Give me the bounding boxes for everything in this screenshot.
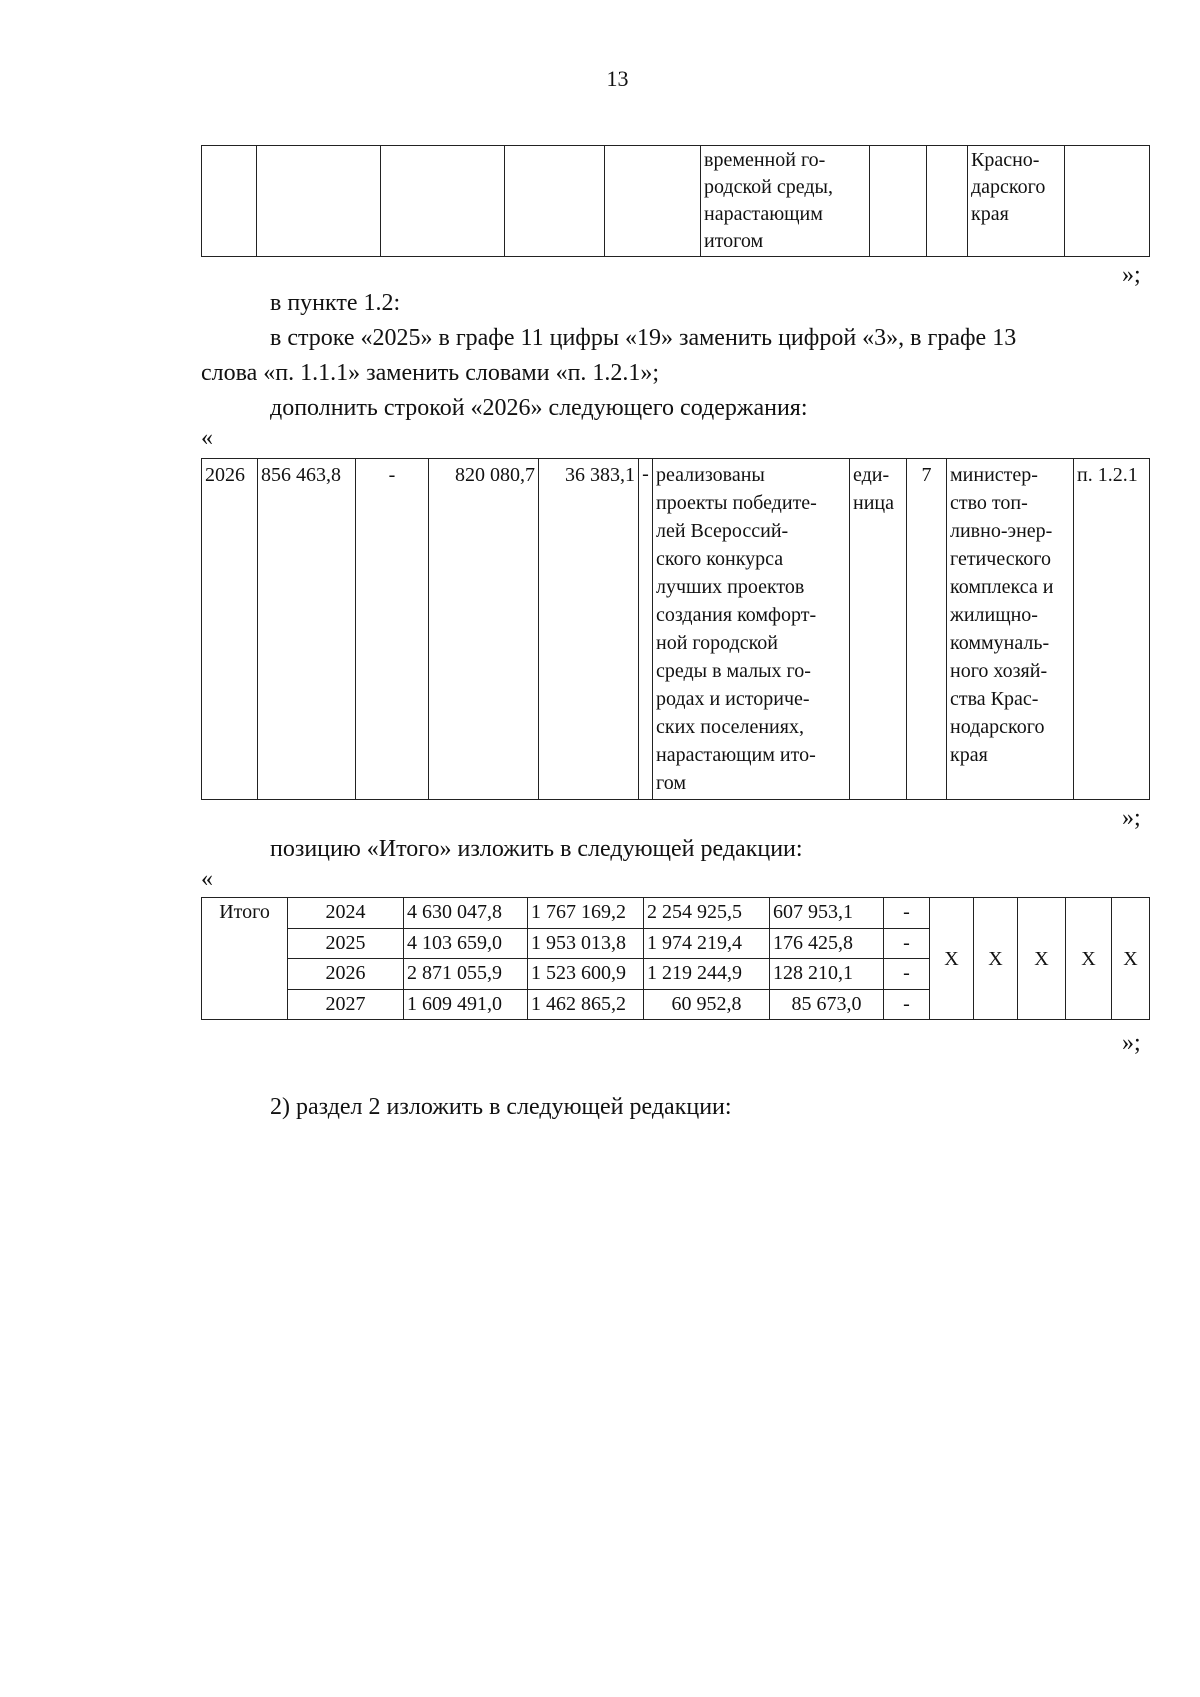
table-cell: временной го- родской среды, нарастающим итогом bbox=[701, 146, 870, 257]
table-row-2026 bbox=[201, 458, 1150, 800]
paragraph: слова «п. 1.1.1» заменить словами «п. 1.2.1»; bbox=[201, 360, 660, 386]
table-cell: 60 952,8 bbox=[644, 989, 770, 1020]
table-cell: министер- ство топ- ливно-энер- гетического комплекса и жилищно- коммуналь- ного хозяй- ства Крас- нодарского края bbox=[947, 459, 1074, 800]
paragraph: в строке «2025» в графе 11 цифры «19» заменить цифрой «3», в графе 13 bbox=[270, 325, 1017, 351]
table-cell: 1 767 169,2 bbox=[528, 898, 644, 929]
table-cell bbox=[257, 146, 381, 257]
table-cell: 2027 bbox=[288, 989, 404, 1020]
table-cell: 2026 bbox=[288, 959, 404, 990]
table-cell bbox=[202, 146, 257, 257]
table-cell: п. 1.2.1 bbox=[1074, 459, 1150, 800]
table-cell: 2 871 055,9 bbox=[404, 959, 528, 990]
x-cell: X bbox=[1112, 898, 1150, 1020]
table-cell: 36 383,1 bbox=[539, 459, 639, 800]
table-cell bbox=[381, 146, 505, 257]
table-cell: 1 219 244,9 bbox=[644, 959, 770, 990]
table-cell: 2026 bbox=[202, 459, 258, 800]
page-number: 13 bbox=[606, 66, 629, 91]
table-cell: 2024 bbox=[288, 898, 404, 929]
table-row bbox=[202, 459, 1150, 800]
total-label: Итого bbox=[202, 898, 288, 1020]
paragraph: 2) раздел 2 изложить в следующей редакции: bbox=[270, 1094, 732, 1120]
table-cell bbox=[505, 146, 605, 257]
opening-quote: « bbox=[201, 866, 213, 892]
table-cell: - bbox=[884, 928, 930, 959]
table-cell: 607 953,1 bbox=[770, 898, 884, 929]
table-cell bbox=[1065, 146, 1150, 257]
table-cell: - bbox=[356, 459, 429, 800]
table-cell: 1 974 219,4 bbox=[644, 928, 770, 959]
table-cell: 820 080,7 bbox=[429, 459, 539, 800]
table-total bbox=[201, 897, 1150, 1020]
x-cell: X bbox=[1066, 898, 1112, 1020]
table-row bbox=[202, 146, 1150, 257]
table-cell: 4 103 659,0 bbox=[404, 928, 528, 959]
table-cell: - bbox=[884, 898, 930, 929]
closing-quote: »; bbox=[1122, 805, 1141, 831]
table-cell: еди- ница bbox=[850, 459, 907, 800]
table-cell: 1 523 600,9 bbox=[528, 959, 644, 990]
x-cell: X bbox=[1018, 898, 1066, 1020]
table-cell: 1 609 491,0 bbox=[404, 989, 528, 1020]
table-continuation bbox=[201, 145, 1150, 257]
opening-quote: « bbox=[201, 425, 213, 451]
table-cell: - bbox=[884, 989, 930, 1020]
table-row bbox=[202, 898, 1150, 929]
table-cell bbox=[870, 146, 927, 257]
table-cell: реализованы проекты победите- лей Всероссий- ского конкурса лучших проектов создания комфорт- ной городской среды в малых го- родах и историче- ских поселениях, нарастающим ито- гом bbox=[653, 459, 850, 800]
table-cell: 1 462 865,2 bbox=[528, 989, 644, 1020]
table-cell: 7 bbox=[907, 459, 947, 800]
paragraph: позицию «Итого» изложить в следующей редакции: bbox=[270, 836, 803, 862]
paragraph: в пункте 1.2: bbox=[270, 290, 401, 316]
table-cell: 2 254 925,5 bbox=[644, 898, 770, 929]
table-cell: 85 673,0 bbox=[770, 989, 884, 1020]
table-cell: - bbox=[639, 459, 653, 800]
paragraph: дополнить строкой «2026» следующего содержания: bbox=[270, 395, 808, 421]
table-cell: 1 953 013,8 bbox=[528, 928, 644, 959]
table-cell: - bbox=[884, 959, 930, 990]
table-cell: 856 463,8 bbox=[258, 459, 356, 800]
table-cell: 176 425,8 bbox=[770, 928, 884, 959]
x-cell: X bbox=[930, 898, 974, 1020]
table-cell bbox=[605, 146, 701, 257]
table-cell: 2025 bbox=[288, 928, 404, 959]
closing-quote: »; bbox=[1122, 1030, 1141, 1056]
table-cell bbox=[927, 146, 968, 257]
table-cell: 128 210,1 bbox=[770, 959, 884, 990]
x-cell: X bbox=[974, 898, 1018, 1020]
closing-quote: »; bbox=[1122, 262, 1141, 288]
table-cell: 4 630 047,8 bbox=[404, 898, 528, 929]
table-cell: Красно- дарского края bbox=[968, 146, 1065, 257]
